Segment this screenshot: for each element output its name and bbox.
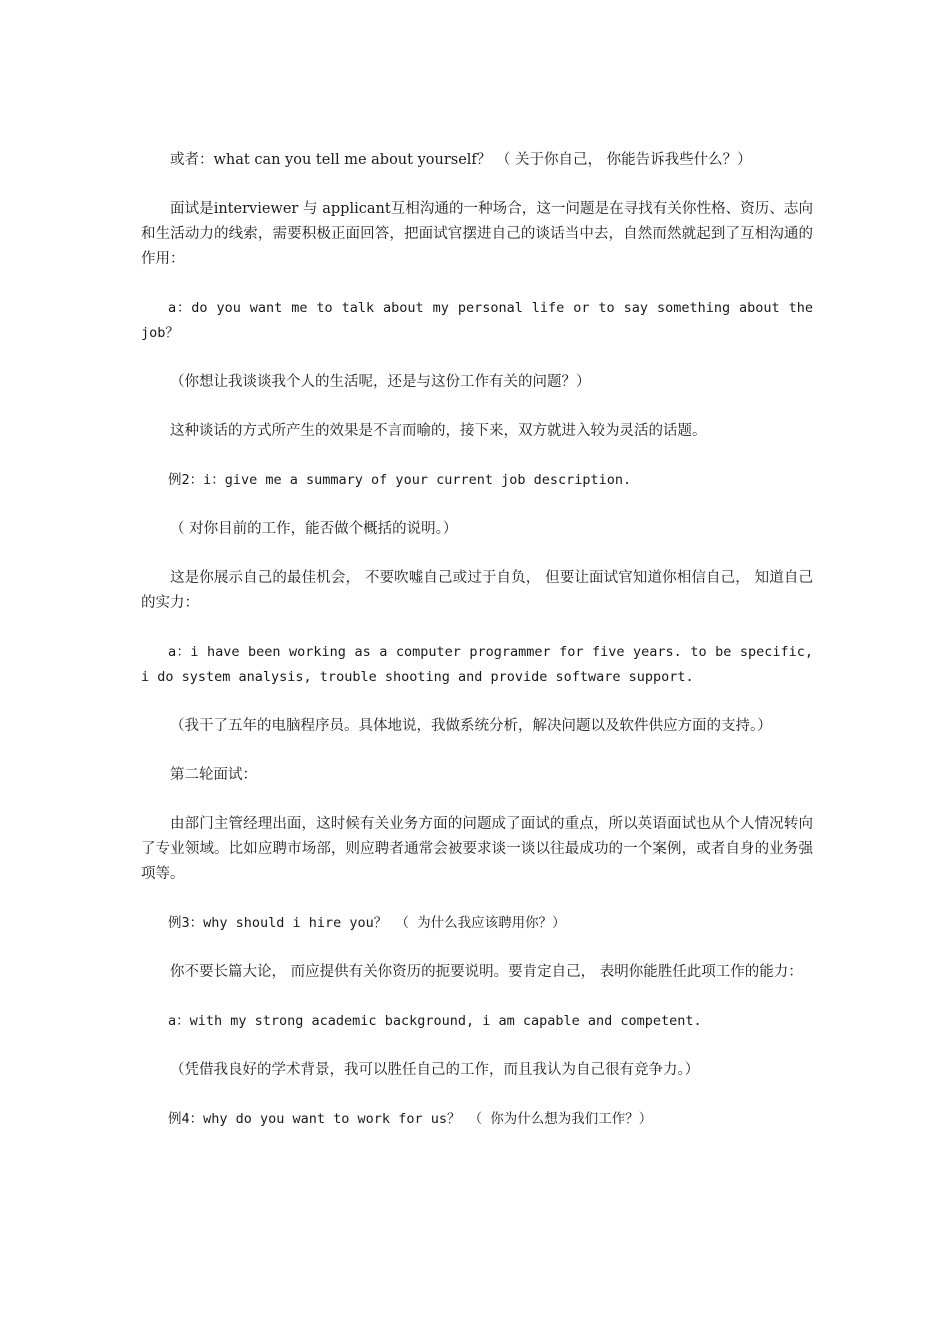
paragraph-interview-explanation: 面试是interviewer 与 applicant互相沟通的一种场合，这一问题是在寻找有关你性格、资历、志向和生活动力的线索，需要积极正面回答，把面试官摆进自己的谈话当中去，自然而然就起到了互相沟通的作用：: [141, 201, 813, 267]
paragraph-answer-english: a：do you want me to talk about my personal life or to say something about the job？: [141, 300, 822, 341]
paragraph-example-3-advice: 你不要长篇大论， 而应提供有关你资历的扼要说明。要肯定自己， 表明你能胜任此项工作的能力：: [170, 964, 803, 980]
document-body: [141, 148, 822, 1156]
paragraph-answer-3-translation: （凭借我良好的学术背景，我可以胜任自己的工作，而且我认为自己很有竞争力。）: [170, 1062, 700, 1078]
paragraph-example-4: 例4：why do you want to work for us？ （ 你为什么想为我们工作？）: [168, 1111, 653, 1127]
paragraph-example-2: 例2：i：give me a summary of your current job description.: [168, 472, 632, 488]
paragraph-example-2-translation: （ 对你目前的工作，能否做个概括的说明。）: [170, 521, 458, 537]
paragraph-intro-question: 或者：what can you tell me about yourself？ （ 关于你自己， 你能告诉我些什么？）: [170, 152, 752, 168]
section-heading-second-round: 第二轮面试：: [170, 767, 257, 783]
paragraph-answer-translation: （你想让我谈谈我个人的生活呢，还是与这份工作有关的问题？）: [170, 374, 591, 390]
paragraph-answer-2-translation: （我干了五年的电脑程序员。具体地说，我做系统分析，解决问题以及软件供应方面的支持。）: [170, 718, 772, 734]
paragraph-example-3: 例3：why should i hire you？ （ 为什么我应该聘用你？）: [168, 915, 566, 931]
paragraph-effect-note: 这种谈话的方式所产生的效果是不言而喻的，接下来，双方就进入较为灵活的话题。: [170, 423, 707, 439]
paragraph-answer-2-english: a：i have been working as a computer programmer for five years. to be specific, i do system analysis, trouble shooting and provide software support.: [141, 644, 822, 685]
paragraph-showcase-advice: 这是你展示自己的最佳机会， 不要吹嘘自己或过于自负， 但要让面试官知道你相信自己， 知道自己的实力：: [141, 570, 813, 611]
paragraph-answer-3-english: a：with my strong academic background, i am capable and competent.: [168, 1013, 702, 1029]
paragraph-second-round-description: 由部门主管经理出面，这时候有关业务方面的问题成了面试的重点，所以英语面试也从个人情况转向了专业领域。比如应聘市场部，则应聘者通常会被要求谈一谈以往最成功的一个案例，或者自身的业务强项等。: [141, 816, 813, 882]
